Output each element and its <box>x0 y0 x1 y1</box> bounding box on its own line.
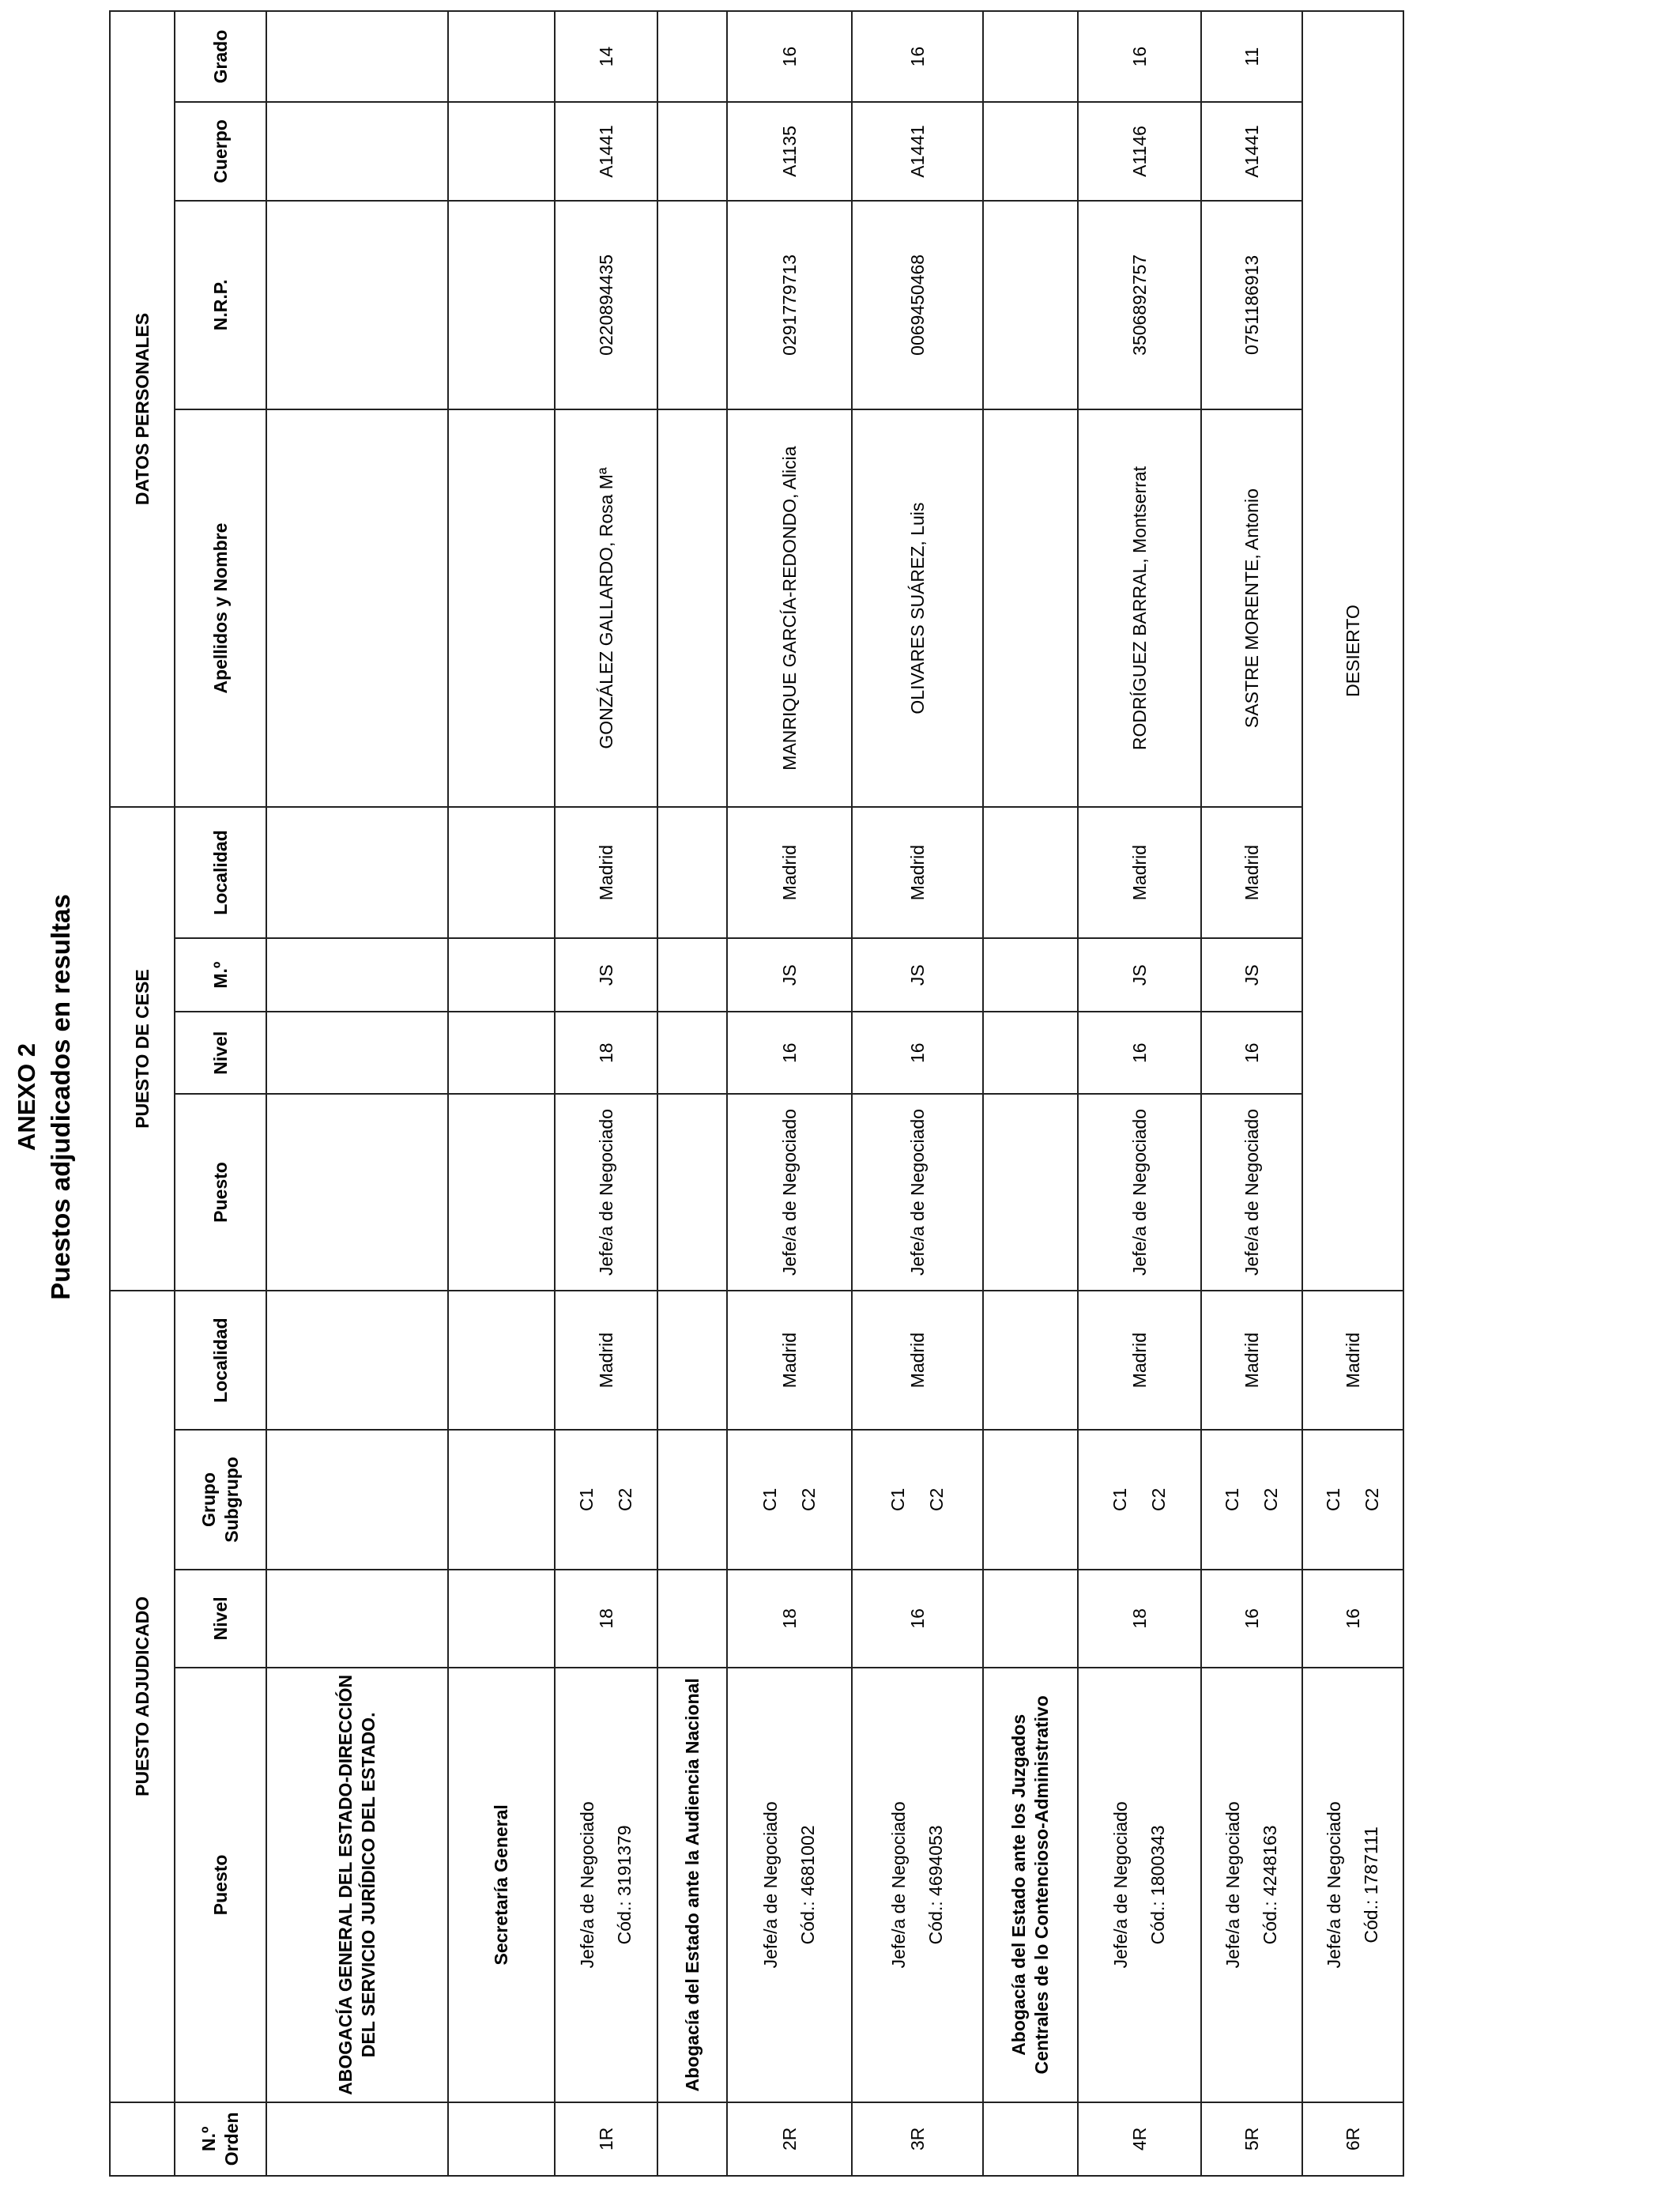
puesto-label: Jefe/a de Negociado <box>760 1801 782 1969</box>
puesto-cell <box>1302 1668 1403 2102</box>
cuerpo-cell: A1441 <box>555 102 657 200</box>
grupo-cell <box>1201 1430 1302 1569</box>
nivel-cell: 18 <box>727 1570 852 1668</box>
cese-nivel-cell: 16 <box>1201 1012 1302 1094</box>
group-header-row <box>110 11 175 2176</box>
subgrupo-value: C2 <box>1362 1487 1382 1512</box>
cese-localidad-cell: Madrid <box>1201 807 1302 938</box>
puesto-label: Jefe/a de Negociado <box>888 1801 910 1969</box>
cese-localidad-cell: Madrid <box>1078 807 1201 938</box>
cuerpo-cell: A1441 <box>852 102 983 200</box>
grado-cell: 14 <box>555 11 657 102</box>
orden-header-blank <box>110 2102 175 2176</box>
grupo-value: C1 <box>1222 1487 1243 1512</box>
cese-nivel-cell: 16 <box>852 1012 983 1094</box>
codigo-label: Cód.: 3191379 <box>614 1825 635 1945</box>
nivel-cell: 16 <box>852 1570 983 1668</box>
codigo-label: Cód.: 1800343 <box>1147 1825 1168 1945</box>
puesto-cell <box>555 1668 657 2102</box>
localidad-cell: Madrid <box>1302 1291 1403 1430</box>
puesto-cell <box>727 1668 852 2102</box>
puesto-label: Jefe/a de Negociado <box>1222 1801 1244 1969</box>
puesto-cell <box>1201 1668 1302 2102</box>
nrp-header: N.R.P. <box>175 201 266 409</box>
nrp-cell: 0220894435 <box>555 201 657 409</box>
puesto-adjudicado-header: PUESTO ADJUDICADO <box>110 1291 175 2102</box>
grupo-value: C1 <box>576 1487 597 1512</box>
localidad-cell: Madrid <box>1201 1291 1302 1430</box>
orden-cell: 2R <box>727 2102 852 2176</box>
cuerpo-header: Cuerpo <box>175 102 266 200</box>
grupo-cell <box>1302 1430 1403 1569</box>
localidad-cell: Madrid <box>727 1291 852 1430</box>
orden-cell: 5R <box>1201 2102 1302 2176</box>
nombre-cell: MANRIQUE GARCÍA-REDONDO, Alicia <box>727 409 852 807</box>
ministerio-cell: JS <box>1201 938 1302 1012</box>
cese-nivel-cell: 16 <box>1078 1012 1201 1094</box>
subgrupo-value: C2 <box>1148 1487 1169 1512</box>
table-row <box>1078 11 1201 2176</box>
ministerio-cell: JS <box>1078 938 1201 1012</box>
section-juzgados-centrales: Abogacía del Estado ante los Juzgados Centrales de lo Contencioso-Administrativo <box>983 1668 1078 2102</box>
nivel-cell: 16 <box>1302 1570 1403 1668</box>
puesto-label: Jefe/a de Negociado <box>1110 1801 1132 1969</box>
nombre-cell: SASTRE MORENTE, Antonio <box>1201 409 1302 807</box>
codigo-label: Cód.: 4248163 <box>1260 1825 1280 1945</box>
table-row <box>852 11 983 2176</box>
localidad-cell: Madrid <box>1078 1291 1201 1430</box>
codigo-label: Cód.: 4681002 <box>797 1825 818 1945</box>
table-row <box>1302 11 1403 2176</box>
datos-personales-header: DATOS PERSONALES <box>110 11 175 807</box>
puesto-header: Puesto <box>175 1668 266 2102</box>
resultas-table-wrapper <box>109 10 1404 2177</box>
column-header-row <box>175 11 266 2176</box>
puesto-label: Jefe/a de Negociado <box>577 1801 598 1969</box>
puesto-cese-header: PUESTO DE CESE <box>110 807 175 1291</box>
cese-puesto-cell: Jefe/a de Negociado <box>727 1094 852 1291</box>
apellidos-nombre-header: Apellidos y Nombre <box>175 409 266 807</box>
cese-puesto-cell: Jefe/a de Negociado <box>1201 1094 1302 1291</box>
ministerio-cell: JS <box>727 938 852 1012</box>
ministerio-cell: JS <box>555 938 657 1012</box>
cese-nivel-cell: 18 <box>555 1012 657 1094</box>
ministerio-cell: JS <box>852 938 983 1012</box>
nivel-cell: 18 <box>1078 1570 1201 1668</box>
nombre-cell: OLIVARES SUÁREZ, Luis <box>852 409 983 807</box>
ministerio-header: M.º <box>175 938 266 1012</box>
grupo-cell <box>555 1430 657 1569</box>
cese-puesto-cell: Jefe/a de Negociado <box>555 1094 657 1291</box>
grupo-cell <box>727 1430 852 1569</box>
grupo-value: C1 <box>1323 1487 1344 1512</box>
nivel-cell: 18 <box>555 1570 657 1668</box>
grupo-value: C1 <box>1109 1487 1131 1512</box>
subgrupo-value: C2 <box>926 1487 947 1512</box>
grado-cell: 16 <box>1078 11 1201 102</box>
cese-localidad-header: Localidad <box>175 807 266 938</box>
puesto-cell <box>852 1668 983 2102</box>
section-abogacia-general: ABOGACÍA GENERAL DEL ESTADO-DIRECCIÓN DEL SERVICIO JURÍDICO DEL ESTADO. <box>266 1668 448 2102</box>
cese-puesto-cell: Jefe/a de Negociado <box>852 1094 983 1291</box>
nrp-cell: 0069450468 <box>852 201 983 409</box>
cese-nivel-cell: 16 <box>727 1012 852 1094</box>
codigo-label: Cód.: 4694053 <box>925 1825 946 1945</box>
cese-puesto-header: Puesto <box>175 1094 266 1291</box>
subgrupo-value: C2 <box>1260 1487 1281 1512</box>
nrp-cell: 3506892757 <box>1078 201 1201 409</box>
puesto-cell <box>1078 1668 1201 2102</box>
cuerpo-cell: A1135 <box>727 102 852 200</box>
subgrupo-value: C2 <box>615 1487 635 1512</box>
subgrupo-value: C2 <box>798 1487 819 1512</box>
annex-subtitle: Puestos adjudicados en resultas <box>46 894 75 1300</box>
table-row <box>727 11 852 2176</box>
grupo-cell <box>1078 1430 1201 1569</box>
cese-nivel-header: Nivel <box>175 1012 266 1094</box>
nrp-cell: 0291779713 <box>727 201 852 409</box>
localidad-header: Localidad <box>175 1291 266 1430</box>
cese-localidad-cell: Madrid <box>555 807 657 938</box>
orden-cell: 4R <box>1078 2102 1201 2176</box>
cuerpo-cell: A1146 <box>1078 102 1201 200</box>
section-row <box>448 11 555 2176</box>
nivel-header: Nivel <box>175 1570 266 1668</box>
grupo-cell <box>852 1430 983 1569</box>
orden-cell: 3R <box>852 2102 983 2176</box>
nrp-cell: 0751186913 <box>1201 201 1302 409</box>
grado-cell: 16 <box>852 11 983 102</box>
table-row <box>555 11 657 2176</box>
grupo-value: C1 <box>759 1487 781 1512</box>
desierto-cell: DESIERTO <box>1302 11 1403 1291</box>
section-row <box>983 11 1078 2176</box>
grado-cell: 16 <box>727 11 852 102</box>
localidad-cell: Madrid <box>852 1291 983 1430</box>
section-secretaria-general: Secretaría General <box>448 1668 555 2102</box>
nombre-cell: GONZÁLEZ GALLARDO, Rosa Mª <box>555 409 657 807</box>
section-row <box>657 11 727 2176</box>
cese-puesto-cell: Jefe/a de Negociado <box>1078 1094 1201 1291</box>
section-audiencia-nacional: Abogacía del Estado ante la Audiencia Nacional <box>657 1668 727 2102</box>
cese-localidad-cell: Madrid <box>852 807 983 938</box>
codigo-label: Cód.: 1787111 <box>1361 1826 1381 1943</box>
cuerpo-cell: A1441 <box>1201 102 1302 200</box>
grupo-value: C1 <box>887 1487 909 1512</box>
section-row <box>266 11 448 2176</box>
grado-cell: 11 <box>1201 11 1302 102</box>
orden-header: N.º Orden <box>175 2102 266 2176</box>
cese-localidad-cell: Madrid <box>727 807 852 938</box>
puesto-label: Jefe/a de Negociado <box>1324 1801 1345 1969</box>
table-row <box>1201 11 1302 2176</box>
grado-header: Grado <box>175 11 266 102</box>
orden-cell: 6R <box>1302 2102 1403 2176</box>
localidad-cell: Madrid <box>555 1291 657 1430</box>
nombre-cell: RODRÍGUEZ BARRAL, Montserrat <box>1078 409 1201 807</box>
grupo-subgrupo-header: Grupo Subgrupo <box>175 1430 266 1569</box>
nivel-cell: 16 <box>1201 1570 1302 1668</box>
annex-title: ANEXO 2 <box>13 1042 40 1152</box>
resultas-table <box>109 10 1404 2177</box>
orden-cell: 1R <box>555 2102 657 2176</box>
